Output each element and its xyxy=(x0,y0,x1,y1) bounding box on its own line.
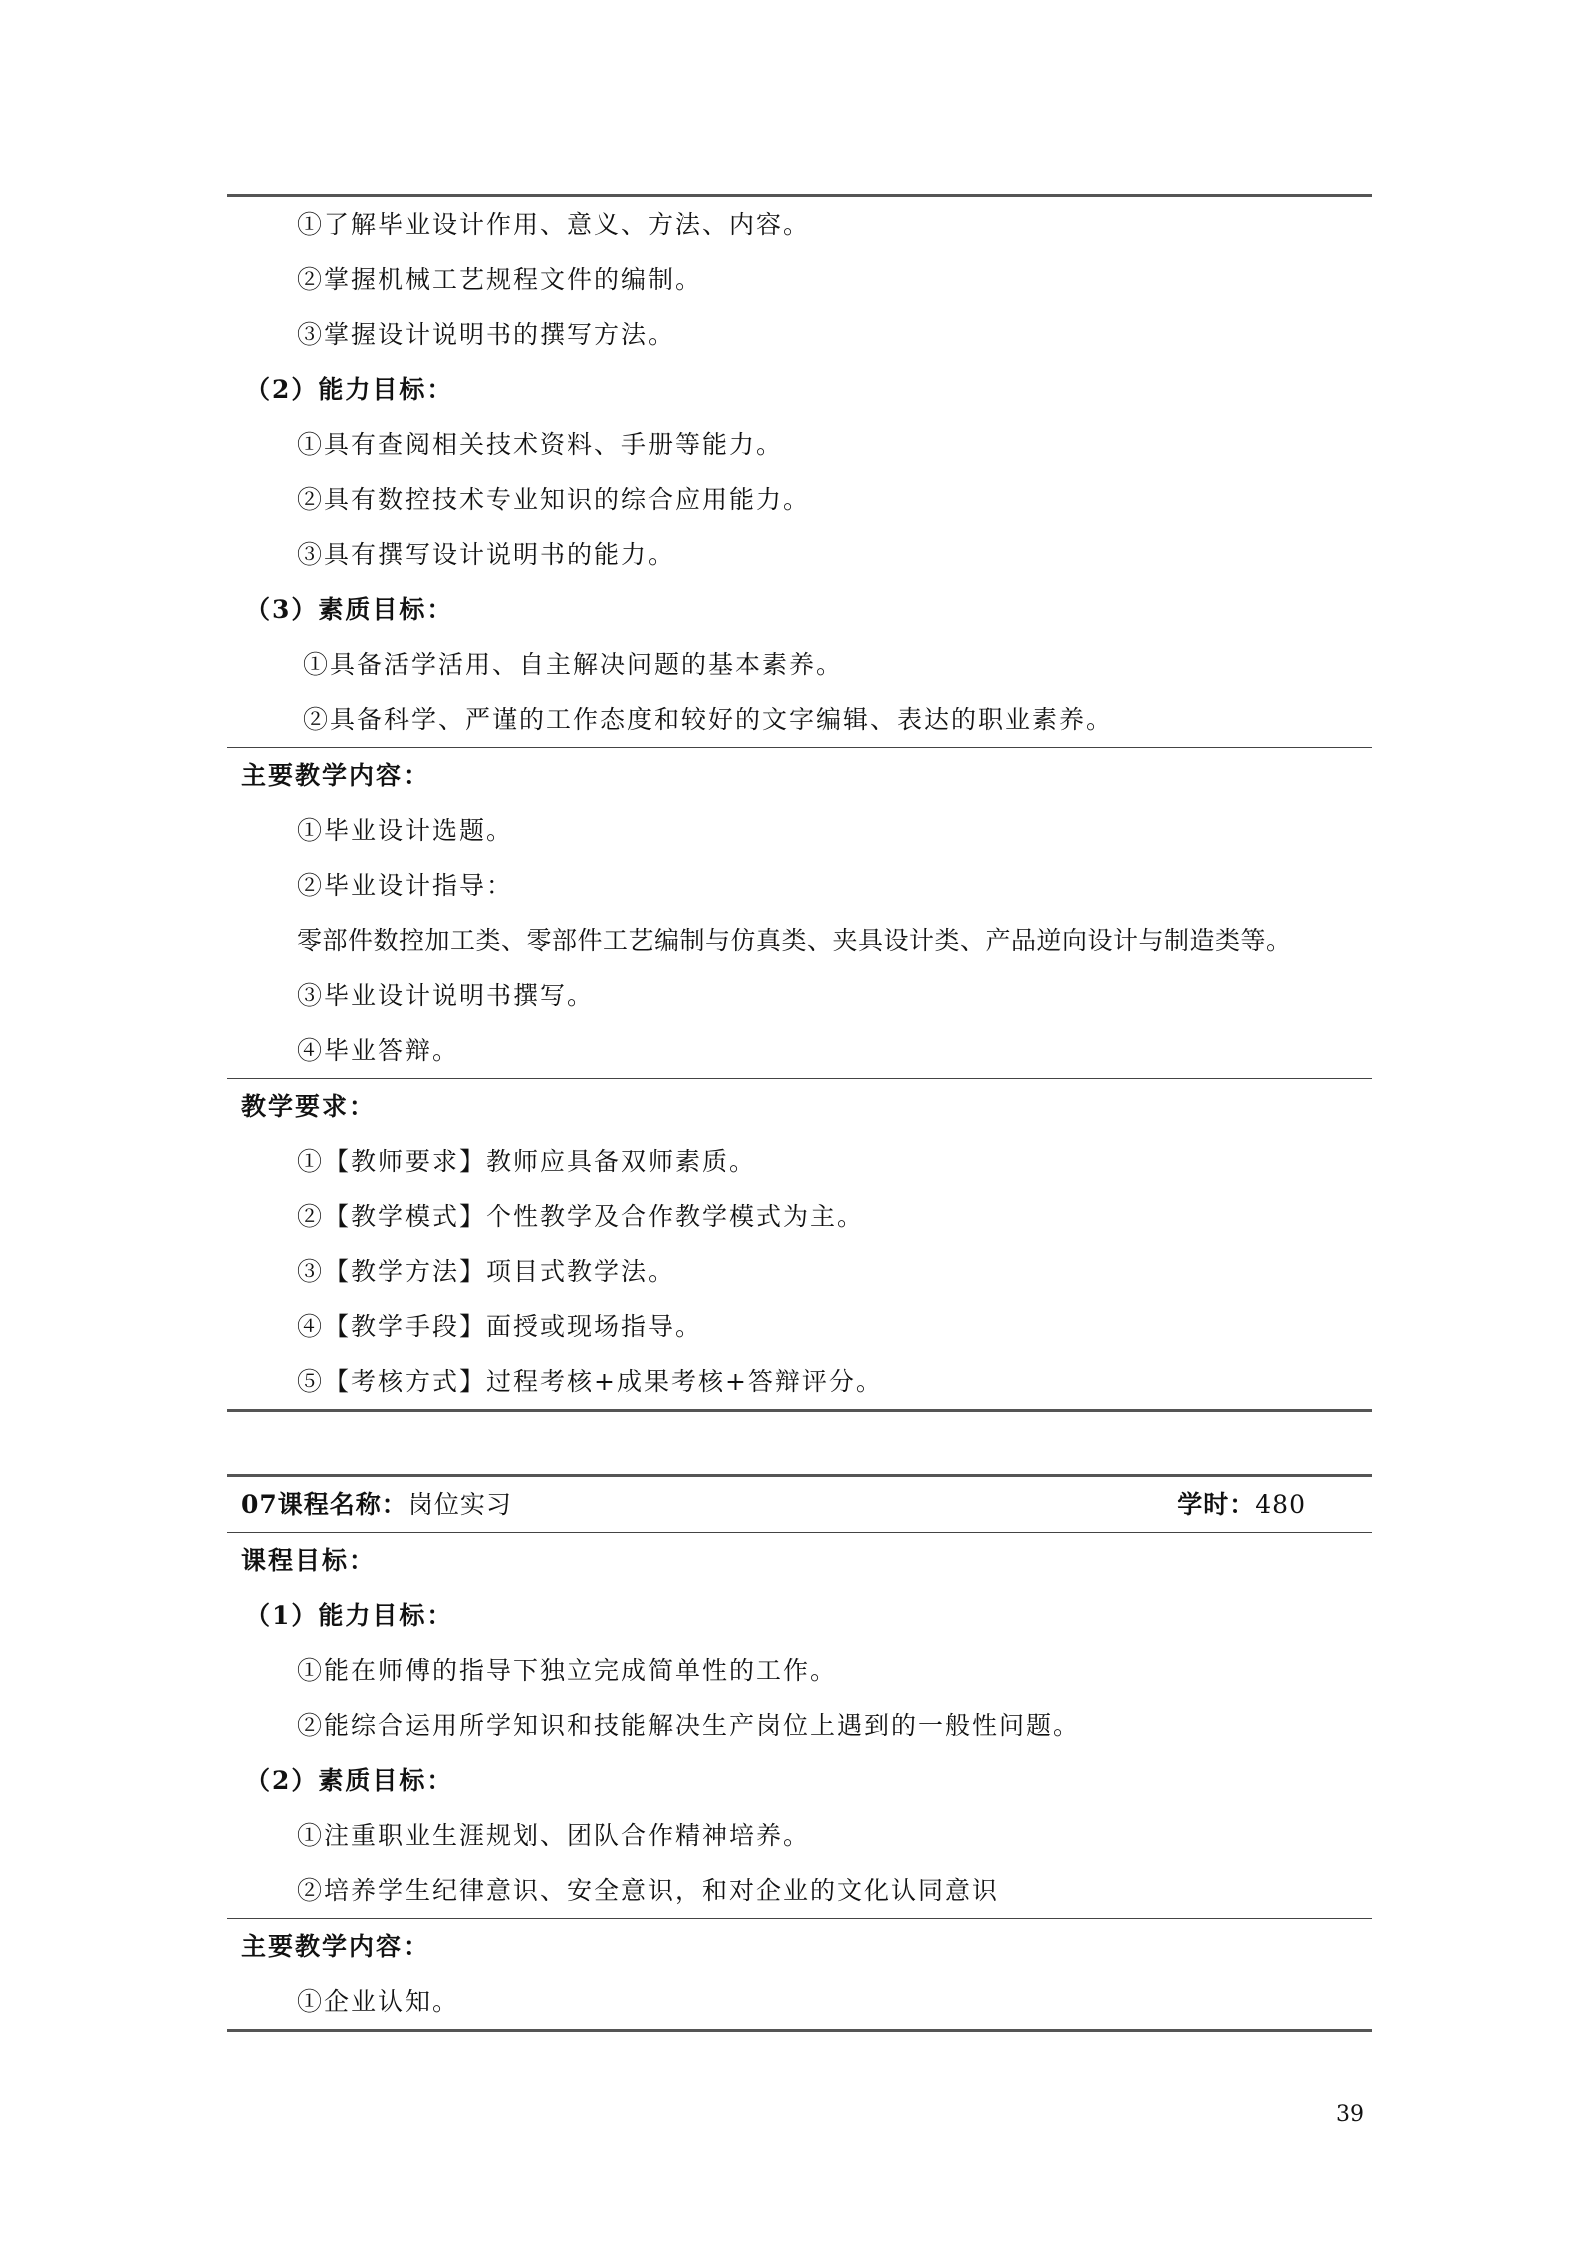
course-goal-heading: 课程目标： xyxy=(241,1546,377,1575)
content-item-5: ④毕业答辩。 xyxy=(297,1036,460,1065)
content-heading: 主要教学内容： xyxy=(241,1932,431,1961)
course-name-label: 课程名称： xyxy=(277,1490,408,1519)
content-item-3: 零部件数控加工类、零部件工艺编制与仿真类、夹具设计类、产品逆向设计与制造类等。 xyxy=(297,926,1292,955)
table-bottom-border xyxy=(227,1409,1372,1412)
course-hours-label: 学时： xyxy=(1177,1490,1256,1519)
course-hours-cell xyxy=(1177,1477,1306,1532)
requirement-item-2: ②【教学模式】个性教学及合作教学模式为主。 xyxy=(297,1202,865,1231)
requirements-heading: 教学要求： xyxy=(241,1092,377,1121)
requirement-item-4: ④【教学手段】面授或现场指导。 xyxy=(297,1312,703,1341)
quality-item-2: ②具备科学、严谨的工作态度和较好的文字编辑、表达的职业素养。 xyxy=(303,705,1114,734)
content-item-2: ②毕业设计指导： xyxy=(297,871,514,900)
quality-item-1: ①注重职业生涯规划、团队合作精神培养。 xyxy=(297,1821,811,1850)
requirement-item-5: ⑤【考核方式】过程考核+成果考核+答辩评分。 xyxy=(297,1367,883,1396)
knowledge-item-3: ③掌握设计说明书的撰写方法。 xyxy=(297,320,676,349)
ability-item-2: ②能综合运用所学知识和技能解决生产岗位上遇到的一般性问题。 xyxy=(297,1711,1081,1740)
knowledge-item-1: ①了解毕业设计作用、意义、方法、内容。 xyxy=(297,210,811,239)
quality-heading: （3）素质目标： xyxy=(245,595,454,624)
course-number: 07 xyxy=(241,1490,278,1519)
ability-heading: （2）能力目标： xyxy=(245,375,454,404)
ability-item-3: ③具有撰写设计说明书的能力。 xyxy=(297,540,676,569)
course-header-row xyxy=(227,1477,1372,1532)
content-heading: 主要教学内容： xyxy=(241,761,431,790)
table-bottom-border xyxy=(227,2029,1372,2032)
course-hours: 480 xyxy=(1255,1490,1306,1519)
course-table-07 xyxy=(227,1474,1372,2032)
page-number: 39 xyxy=(1336,2102,1364,2127)
ability-item-2: ②具有数控技术专业知识的综合应用能力。 xyxy=(297,485,811,514)
course-name: 岗位实习 xyxy=(407,1490,512,1519)
requirement-item-3: ③【教学方法】项目式教学法。 xyxy=(297,1257,676,1286)
quality-item-1: ①具备活学活用、自主解决问题的基本素养。 xyxy=(303,650,844,679)
quality-item-2: ②培养学生纪律意识、安全意识，和对企业的文化认同意识 xyxy=(297,1876,1000,1905)
ability-item-1: ①具有查阅相关技术资料、手册等能力。 xyxy=(297,430,784,459)
course-name-cell xyxy=(241,1477,512,1532)
content-item-1: ①企业认知。 xyxy=(297,1987,460,2016)
quality-heading: （2）素质目标： xyxy=(245,1766,454,1795)
knowledge-item-2: ②掌握机械工艺规程文件的编制。 xyxy=(297,265,703,294)
content-item-4: ③毕业设计说明书撰写。 xyxy=(297,981,595,1010)
ability-item-1: ①能在师傅的指导下独立完成简单性的工作。 xyxy=(297,1656,838,1685)
content-item-1: ①毕业设计选题。 xyxy=(297,816,514,845)
requirement-item-1: ①【教师要求】教师应具备双师素质。 xyxy=(297,1147,757,1176)
ability-heading: （1）能力目标： xyxy=(245,1601,454,1630)
course-table-continued xyxy=(227,194,1372,1412)
